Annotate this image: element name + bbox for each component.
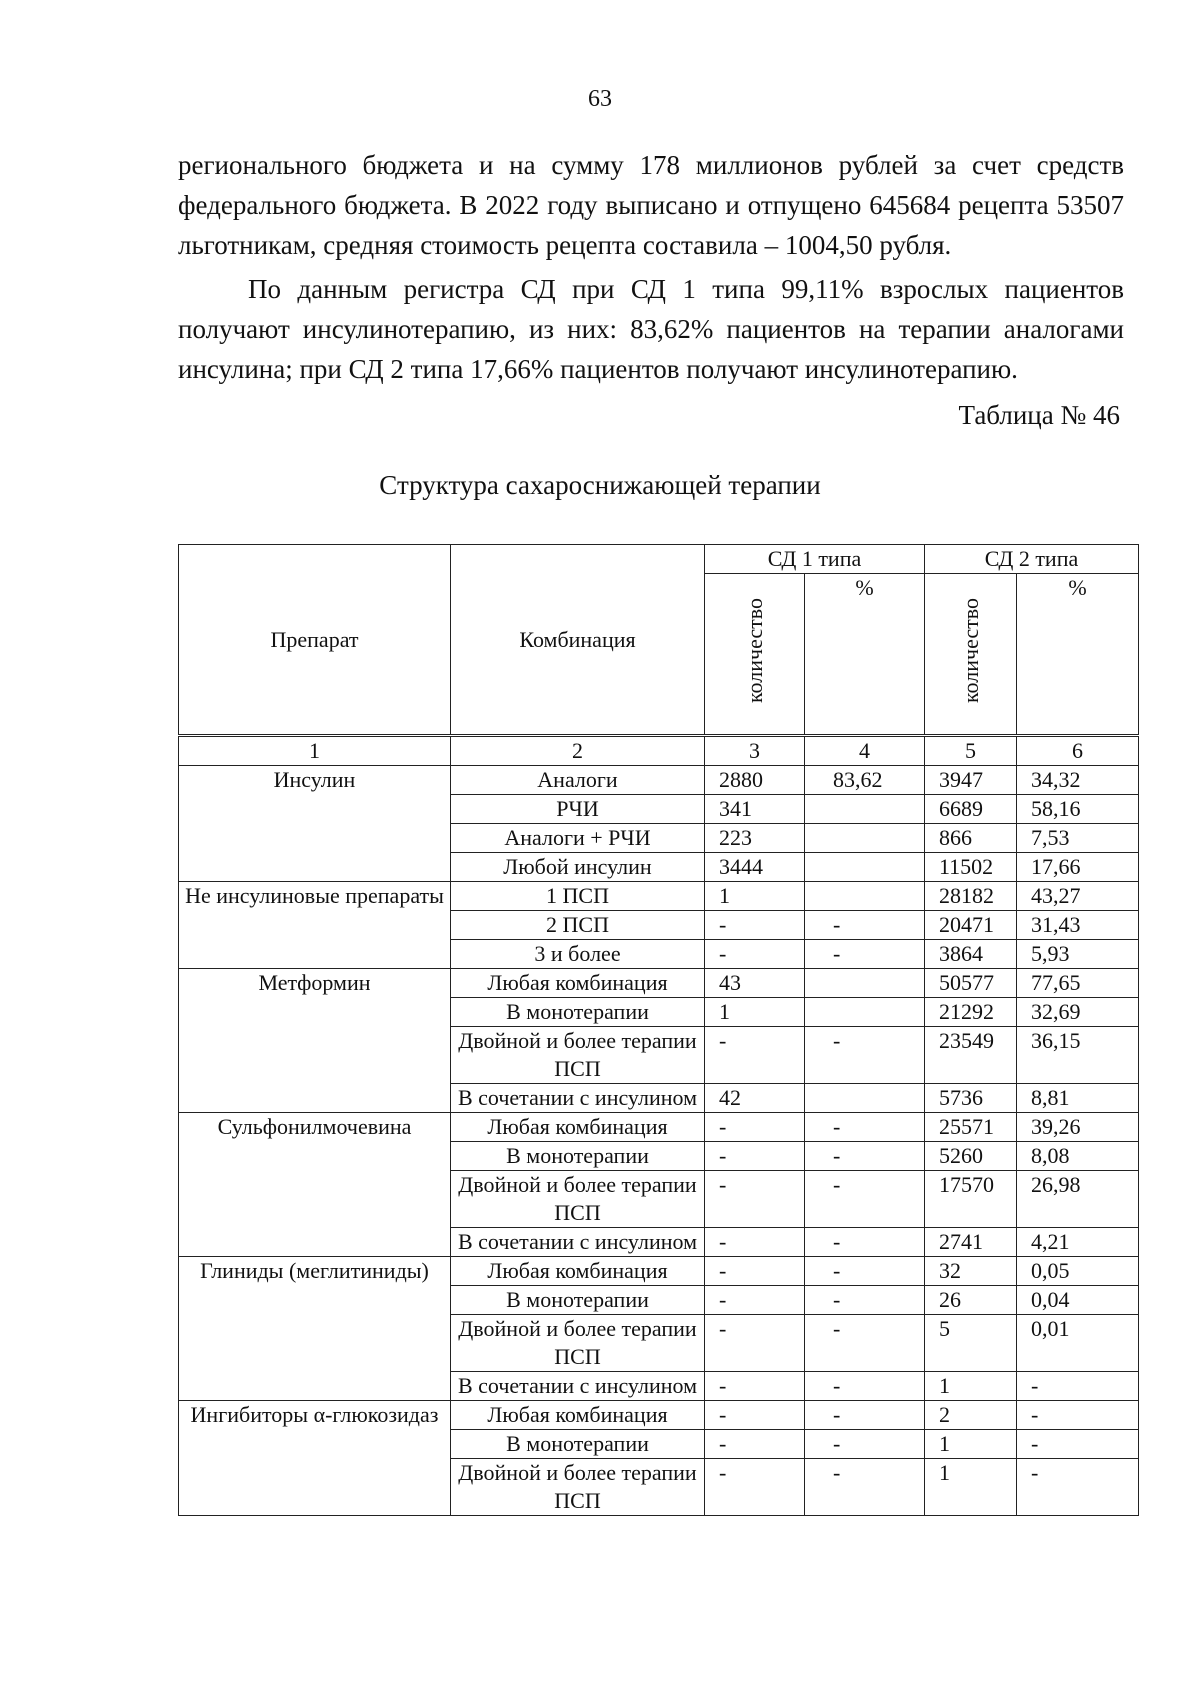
value-cell: 20471 bbox=[925, 911, 1017, 940]
value-cell: - bbox=[805, 1027, 925, 1084]
preparat-cell: Инсулин bbox=[179, 766, 451, 882]
value-cell: 223 bbox=[705, 824, 805, 853]
value-cell: 50577 bbox=[925, 969, 1017, 998]
value-cell: - bbox=[705, 1459, 805, 1516]
table-row bbox=[179, 1257, 1139, 1286]
value-cell: - bbox=[705, 1027, 805, 1084]
column-number: 3 bbox=[705, 736, 805, 766]
value-cell: 7,53 bbox=[1017, 824, 1139, 853]
value-cell: - bbox=[805, 1257, 925, 1286]
value-cell: - bbox=[705, 1142, 805, 1171]
kombinaciya-cell: 2 ПСП bbox=[451, 911, 705, 940]
kombinaciya-cell: Любая комбинация bbox=[451, 1257, 705, 1286]
value-cell: 1 bbox=[925, 1459, 1017, 1516]
value-cell: - bbox=[705, 911, 805, 940]
preparat-cell: Ингибиторы α-глюкозидаз bbox=[179, 1401, 451, 1516]
value-cell: 4,21 bbox=[1017, 1228, 1139, 1257]
page-number: 63 bbox=[588, 86, 612, 112]
value-cell: 2880 bbox=[705, 766, 805, 795]
value-cell: 3947 bbox=[925, 766, 1017, 795]
value-cell bbox=[805, 853, 925, 882]
value-cell: - bbox=[705, 1372, 805, 1401]
value-cell: 32 bbox=[925, 1257, 1017, 1286]
value-cell: - bbox=[1017, 1401, 1139, 1430]
kombinaciya-cell: Любая комбинация bbox=[451, 1401, 705, 1430]
kombinaciya-cell: Двойной и более терапии ПСП bbox=[451, 1459, 705, 1516]
column-number: 1 bbox=[179, 736, 451, 766]
value-cell: - bbox=[805, 1401, 925, 1430]
table-number: Таблица № 46 bbox=[958, 400, 1120, 430]
value-cell: - bbox=[1017, 1459, 1139, 1516]
value-cell: 58,16 bbox=[1017, 795, 1139, 824]
value-cell: - bbox=[1017, 1372, 1139, 1401]
value-cell: 341 bbox=[705, 795, 805, 824]
value-cell bbox=[805, 969, 925, 998]
value-cell: - bbox=[805, 1315, 925, 1372]
value-cell: 28182 bbox=[925, 882, 1017, 911]
table-row bbox=[179, 1401, 1139, 1430]
value-cell: 26 bbox=[925, 1286, 1017, 1315]
value-cell: 2741 bbox=[925, 1228, 1017, 1257]
header-preparat: Препарат bbox=[179, 545, 451, 736]
table-row bbox=[179, 1113, 1139, 1142]
kombinaciya-cell: 3 и более bbox=[451, 940, 705, 969]
kombinaciya-cell: Аналоги bbox=[451, 766, 705, 795]
value-cell: 17,66 bbox=[1017, 853, 1139, 882]
value-cell: 25571 bbox=[925, 1113, 1017, 1142]
value-cell: 5736 bbox=[925, 1084, 1017, 1113]
value-cell: 43 bbox=[705, 969, 805, 998]
kombinaciya-cell: Любая комбинация bbox=[451, 969, 705, 998]
value-cell: - bbox=[1017, 1430, 1139, 1459]
value-cell: 5,93 bbox=[1017, 940, 1139, 969]
value-cell: - bbox=[805, 1286, 925, 1315]
value-cell: 3444 bbox=[705, 853, 805, 882]
value-cell: 0,04 bbox=[1017, 1286, 1139, 1315]
value-cell: 17570 bbox=[925, 1171, 1017, 1228]
column-number: 2 bbox=[451, 736, 705, 766]
kombinaciya-cell: Двойной и более терапии ПСП bbox=[451, 1315, 705, 1372]
value-cell: - bbox=[705, 940, 805, 969]
kombinaciya-cell: Двойной и более терапии ПСП bbox=[451, 1171, 705, 1228]
value-cell: - bbox=[805, 940, 925, 969]
kombinaciya-cell: В монотерапии bbox=[451, 1142, 705, 1171]
preparat-cell: Метформин bbox=[179, 969, 451, 1113]
column-numbers-row bbox=[179, 736, 1139, 766]
therapy-structure-table bbox=[178, 544, 1139, 1516]
value-cell: 1 bbox=[705, 882, 805, 911]
kombinaciya-cell: В монотерапии bbox=[451, 1430, 705, 1459]
value-cell: 77,65 bbox=[1017, 969, 1139, 998]
value-cell: - bbox=[705, 1430, 805, 1459]
value-cell: - bbox=[705, 1228, 805, 1257]
value-cell: - bbox=[705, 1171, 805, 1228]
value-cell: - bbox=[805, 1430, 925, 1459]
preparat-cell: Глиниды (меглитиниды) bbox=[179, 1257, 451, 1401]
kombinaciya-cell: Аналоги + РЧИ bbox=[451, 824, 705, 853]
value-cell: 43,27 bbox=[1017, 882, 1139, 911]
value-cell: 21292 bbox=[925, 998, 1017, 1027]
header-sd1-kolichestvo: количество bbox=[705, 574, 805, 736]
table-title: Структура сахароснижающей терапии bbox=[379, 470, 821, 500]
kombinaciya-cell: РЧИ bbox=[451, 795, 705, 824]
body-text bbox=[178, 145, 1124, 389]
paragraph: По данным регистра СД при СД 1 типа 99,11% взрослых пациентов получают инсулинотерапию, из них: 83,62% пациентов на терапии аналогами инсулина; при СД 2 типа 17,66% пациентов получают инсулинотерапию. bbox=[178, 274, 1124, 384]
kombinaciya-cell: В сочетании с инсулином bbox=[451, 1084, 705, 1113]
value-cell: 34,32 bbox=[1017, 766, 1139, 795]
table-row bbox=[179, 969, 1139, 998]
value-cell: 26,98 bbox=[1017, 1171, 1139, 1228]
value-cell: - bbox=[705, 1286, 805, 1315]
kombinaciya-cell: Двойной и более терапии ПСП bbox=[451, 1027, 705, 1084]
value-cell: 23549 bbox=[925, 1027, 1017, 1084]
column-number: 4 bbox=[805, 736, 925, 766]
kombinaciya-cell: Любой инсулин bbox=[451, 853, 705, 882]
value-cell: - bbox=[705, 1113, 805, 1142]
value-cell: 866 bbox=[925, 824, 1017, 853]
value-cell bbox=[805, 795, 925, 824]
value-cell: 39,26 bbox=[1017, 1113, 1139, 1142]
kombinaciya-cell: В сочетании с инсулином bbox=[451, 1372, 705, 1401]
value-cell: 32,69 bbox=[1017, 998, 1139, 1027]
value-cell: - bbox=[805, 1113, 925, 1142]
value-cell: - bbox=[705, 1315, 805, 1372]
header-sd1: СД 1 типа bbox=[705, 545, 925, 574]
value-cell: 5 bbox=[925, 1315, 1017, 1372]
value-cell: 8,81 bbox=[1017, 1084, 1139, 1113]
column-number: 6 bbox=[1017, 736, 1139, 766]
value-cell bbox=[805, 882, 925, 911]
value-cell: 1 bbox=[925, 1430, 1017, 1459]
table-row bbox=[179, 882, 1139, 911]
value-cell: - bbox=[705, 1257, 805, 1286]
value-cell: 2 bbox=[925, 1401, 1017, 1430]
kombinaciya-cell: Любая комбинация bbox=[451, 1113, 705, 1142]
kombinaciya-cell: В монотерапии bbox=[451, 1286, 705, 1315]
value-cell: 8,08 bbox=[1017, 1142, 1139, 1171]
kombinaciya-cell: В монотерапии bbox=[451, 998, 705, 1027]
column-number: 5 bbox=[925, 736, 1017, 766]
value-cell: - bbox=[805, 1459, 925, 1516]
value-cell: 31,43 bbox=[1017, 911, 1139, 940]
value-cell: 83,62 bbox=[805, 766, 925, 795]
value-cell: - bbox=[805, 1372, 925, 1401]
preparat-cell: Сульфонилмочевина bbox=[179, 1113, 451, 1257]
value-cell: 36,15 bbox=[1017, 1027, 1139, 1084]
value-cell: 11502 bbox=[925, 853, 1017, 882]
value-cell: - bbox=[805, 1171, 925, 1228]
table-body bbox=[179, 736, 1139, 1516]
kombinaciya-cell: 1 ПСП bbox=[451, 882, 705, 911]
value-cell bbox=[805, 998, 925, 1027]
value-cell: 6689 bbox=[925, 795, 1017, 824]
value-cell: 0,05 bbox=[1017, 1257, 1139, 1286]
value-cell: 0,01 bbox=[1017, 1315, 1139, 1372]
paragraph: регионального бюджета и на сумму 178 миллионов рублей за счет средств федерального бюджета. В 2022 году выписано и отпущено 645684 рецепта 53507 льготникам, средняя стоимость рецепта составила – 1004,50 рубля. bbox=[178, 150, 1124, 260]
value-cell: 1 bbox=[925, 1372, 1017, 1401]
value-cell: 42 bbox=[705, 1084, 805, 1113]
value-cell: 1 bbox=[705, 998, 805, 1027]
header-sd1-percent: % bbox=[805, 574, 925, 736]
value-cell: - bbox=[805, 1228, 925, 1257]
header-sd2: СД 2 типа bbox=[925, 545, 1139, 574]
header-kombinaciya: Комбинация bbox=[451, 545, 705, 736]
value-cell: 5260 bbox=[925, 1142, 1017, 1171]
table-row bbox=[179, 766, 1139, 795]
value-cell: 3864 bbox=[925, 940, 1017, 969]
value-cell bbox=[805, 1084, 925, 1113]
value-cell: - bbox=[805, 1142, 925, 1171]
value-cell bbox=[805, 824, 925, 853]
header-sd2-percent: % bbox=[1017, 574, 1139, 736]
value-cell: - bbox=[805, 911, 925, 940]
header-sd2-kolichestvo: количество bbox=[925, 574, 1017, 736]
preparat-cell: Не инсулиновые препараты bbox=[179, 882, 451, 969]
kombinaciya-cell: В сочетании с инсулином bbox=[451, 1228, 705, 1257]
value-cell: - bbox=[705, 1401, 805, 1430]
